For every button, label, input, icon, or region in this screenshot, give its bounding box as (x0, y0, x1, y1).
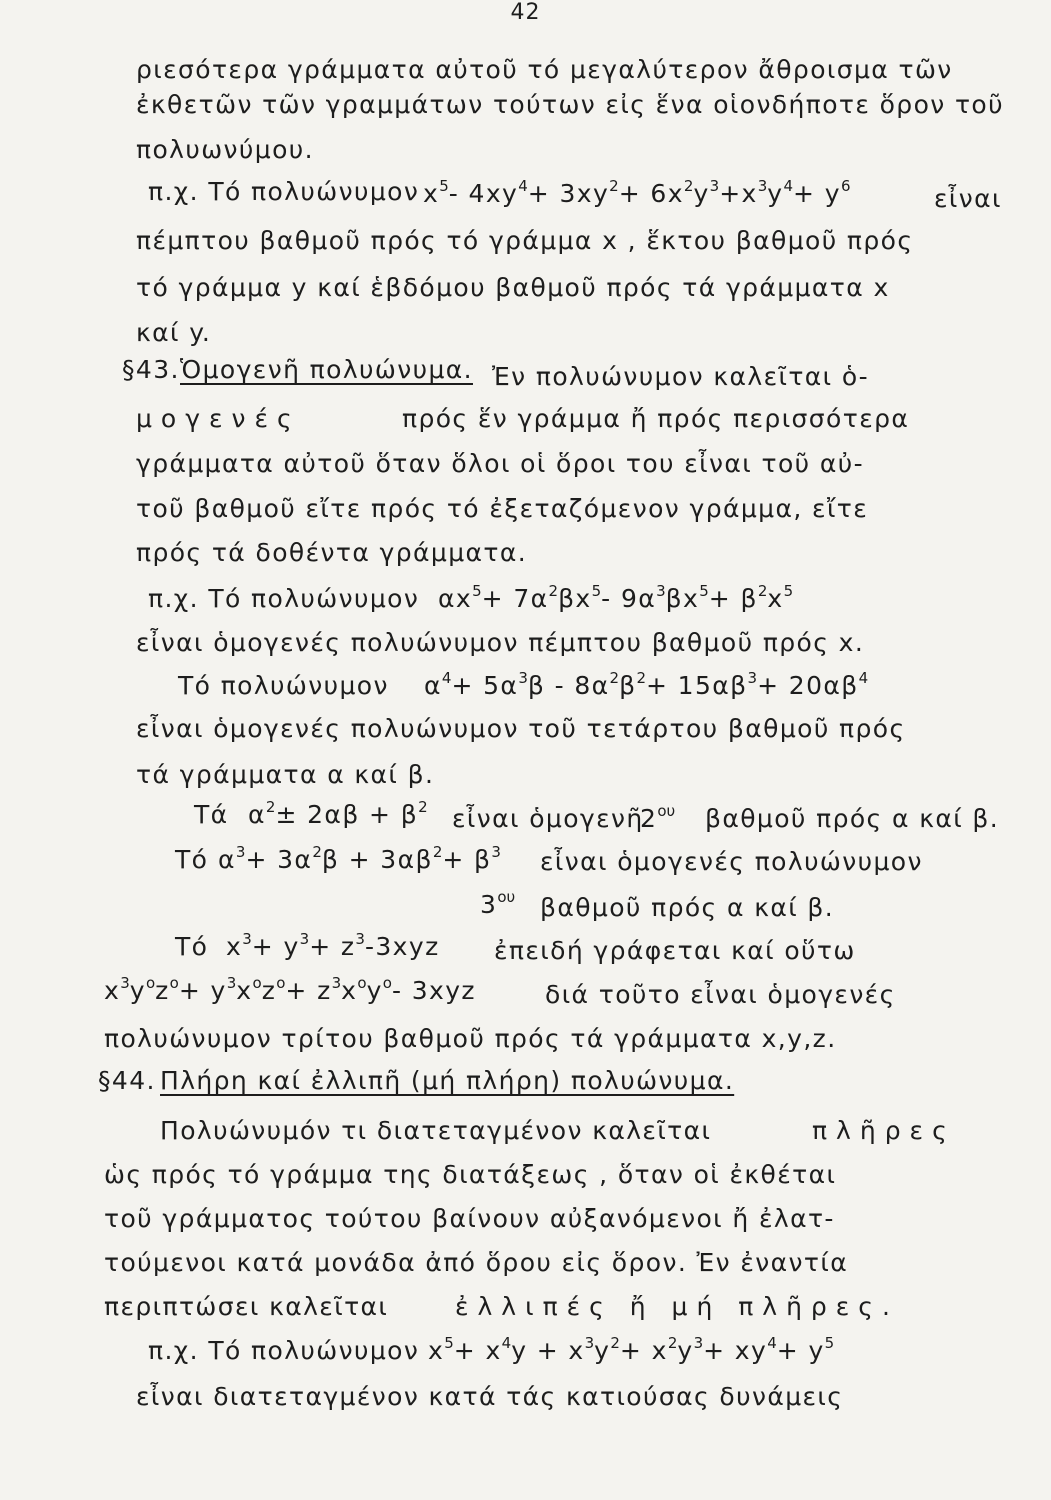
text-line: διά τοῦτο εἶναι ὁμογενές (545, 980, 896, 1009)
formula-exponent: 3 (355, 930, 365, 948)
formula (226, 932, 440, 962)
formula-term: y (677, 1336, 694, 1365)
spaced-term: ἐλλιπές ἤ μή πλῆρες. (455, 1292, 899, 1321)
formula-term: +x (719, 179, 758, 208)
formula-exponent: 3 (584, 1334, 595, 1352)
ordinal (640, 804, 675, 834)
formula (424, 671, 868, 701)
formula-exponent: 3 (518, 669, 528, 687)
formula-term: + 20αβ (757, 671, 859, 700)
text-line: εἶναι διατεταγμένον κατά τάς κατιούσας δυνάμεις (136, 1382, 844, 1411)
text-line: Τό (175, 932, 209, 961)
formula-term: β (619, 671, 637, 700)
section-heading: Ὁμογενῆ πολυώνυμα. (180, 355, 473, 384)
formula-exponent: 3 (693, 1334, 704, 1352)
text-line: καί y. (136, 318, 212, 347)
text-line: τό γράμμα y καί ἑβδόμου βαθμοῦ πρός τά γράμματα x (136, 273, 890, 302)
formula-term: α (218, 845, 236, 874)
formula-term: x (104, 976, 121, 1005)
formula-term: + y (776, 1336, 825, 1365)
formula-term: + 3α (245, 845, 313, 874)
formula-exponent: o (276, 974, 286, 992)
formula-term: α (424, 671, 442, 700)
text-line: ὡς πρός τό γράμμα της διατάξεως , ὅταν οἱ ἐκθέται (104, 1160, 837, 1189)
formula-exponent: 2 (609, 669, 620, 687)
formula-term: + z (309, 932, 356, 961)
formula-term: x (428, 1336, 445, 1365)
formula-term: + 7α (481, 584, 549, 613)
formula-term: - 4xy (448, 179, 519, 208)
formula-exponent: 3 (299, 930, 310, 948)
formula-exponent: 4 (767, 1334, 777, 1352)
formula-exponent: 3 (226, 974, 237, 992)
text-line: πέμπτου βαθμοῦ πρός τό γράμμα x , ἕκτου βαθμοῦ πρός (136, 226, 914, 255)
formula-exponent: 4 (858, 669, 869, 687)
formula-exponent: 3 (709, 177, 720, 195)
formula-term: + z (285, 976, 332, 1005)
formula-term: y + x (511, 1336, 585, 1365)
formula-exponent: 2 (683, 177, 694, 195)
text-line: Τά (194, 800, 229, 829)
formula-term: α (248, 800, 266, 829)
formula-term: - 9α (601, 584, 657, 613)
formula-exponent: 2 (757, 582, 768, 600)
ordinal (480, 890, 515, 920)
formula-term: + β (708, 584, 758, 613)
formula-term: + β (442, 845, 492, 874)
text-line: εἶναι ὁμογενές πολυώνυμον τοῦ τετάρτου βαθμοῦ πρός (136, 714, 906, 743)
text-line: τοῦ βαθμοῦ εἴτε πρός τό ἐξεταζόμενον γράμμα, εἴτε (136, 494, 869, 523)
formula-term: x (423, 179, 440, 208)
formula-term: y (693, 179, 710, 208)
formula-term: + x (619, 1336, 668, 1365)
formula-exponent: 5 (444, 1334, 454, 1352)
spaced-term: πλῆρες (812, 1116, 956, 1145)
text-line: εἶναι ὁμογενῆ (452, 804, 644, 833)
spaced-term: μογενές (136, 404, 301, 433)
formula-term: + 3xy (527, 179, 610, 208)
formula-term: + xy (703, 1336, 768, 1365)
formula (428, 1336, 834, 1366)
formula-term: y (366, 976, 383, 1005)
text-line: Πολυώνυμόν τι διατεταγμένον καλεῖται (160, 1116, 712, 1145)
section-heading: Πλήρη καί ἐλλιπῆ (μή πλήρη) πολυώνυμα. (160, 1066, 735, 1095)
formula-term: z (261, 976, 277, 1005)
formula (423, 179, 850, 209)
formula-term: + y (178, 976, 227, 1005)
formula-exponent: 5 (591, 582, 602, 600)
formula-term: x (767, 584, 784, 613)
text-line: γράμματα αὐτοῦ ὅταν ὅλοι οἱ ὅροι του εἶναι τοῦ αὐ- (136, 449, 865, 478)
text-line: Ἐν πολυώνυμον καλεῖται ὁ- (492, 362, 870, 391)
text-line: ριεσότερα γράμματα αὐτοῦ τό μεγαλύτερον ἄθροισμα τῶν (136, 55, 953, 84)
formula-term: βx (665, 584, 700, 613)
formula-exponent: 4 (518, 177, 528, 195)
formula-term: y (594, 1336, 611, 1365)
formula-exponent: 3 (656, 582, 666, 600)
formula-term: βx (558, 584, 592, 613)
formula (218, 845, 501, 875)
formula-term: + y (793, 179, 841, 208)
formula-exponent: 2 (265, 798, 276, 816)
formula-exponent: 2 (548, 582, 559, 600)
text-line: πολυώνυμον τρίτου βαθμοῦ πρός τά γράμματα x,y,z. (104, 1024, 837, 1053)
formula-term: + x (453, 1336, 502, 1365)
formula (248, 800, 428, 830)
formula-term: 2 (640, 804, 658, 833)
formula-exponent: 5 (699, 582, 709, 600)
formula-exponent: 3 (235, 843, 246, 861)
formula-exponent: 5 (783, 582, 794, 600)
formula-term: 3 (480, 890, 498, 919)
formula-exponent: o (382, 974, 392, 992)
text-line: πολυωνύμου. (136, 135, 314, 164)
formula-term: ± 2αβ + β (275, 800, 419, 829)
formula-exponent: ου (497, 888, 516, 906)
text-line: περιπτώσει καλεῖται (104, 1292, 389, 1321)
text-line: πρός ἕν γράμμα ἤ πρός περισσότερα (402, 404, 910, 433)
text-line: Τό πολυώνυμον (178, 671, 389, 700)
formula-term: x (236, 976, 253, 1005)
text-line: π.χ. Τό πολυώνυμον (148, 584, 420, 613)
text-line: π.χ. Τό πολυώνυμον (148, 177, 420, 206)
text-line: πρός τά δοθέντα γράμματα. (136, 538, 528, 567)
text-line: εἶναι ὁμογενές πολυώνυμον πέμπτου βαθμοῦ πρός x. (136, 628, 865, 657)
text-line: ἐπειδή γράφεται καί οὕτω (494, 936, 856, 965)
formula-exponent: 4 (441, 669, 452, 687)
formula-exponent: ου (657, 802, 676, 820)
formula-term: β - 8α (527, 671, 610, 700)
formula-exponent: 2 (418, 798, 428, 816)
formula-exponent: 4 (501, 1334, 512, 1352)
text-line: τοῦ γράμματος τούτου βαίνουν αὐξανόμενοι ἤ ἐλατ- (104, 1204, 835, 1233)
formula-term: - 3xyz (391, 976, 476, 1005)
formula-exponent: 5 (439, 177, 449, 195)
text-line: εἶναι (934, 184, 1002, 213)
formula-term: αx (438, 584, 473, 613)
formula-exponent: 2 (609, 177, 619, 195)
formula-exponent: 2 (667, 1334, 678, 1352)
formula-term: z (155, 976, 170, 1005)
formula-term: x (226, 932, 243, 961)
formula-exponent: 5 (824, 1334, 835, 1352)
section-number: §44. (98, 1066, 156, 1095)
formula-exponent: o (357, 974, 367, 992)
section-number: §43. (122, 355, 180, 384)
formula-term: β + 3αβ (321, 845, 433, 874)
formula-exponent: 3 (120, 974, 130, 992)
formula (438, 584, 793, 614)
formula-exponent: 2 (610, 1334, 620, 1352)
text-line: τούμενοι κατά μονάδα ἀπό ὅρου εἰς ὅρον. Ἐν ἐναντία (104, 1248, 849, 1277)
formula-exponent: o (145, 974, 156, 992)
page-number: 42 (510, 0, 541, 25)
formula-exponent: 3 (747, 669, 758, 687)
text-line: βαθμοῦ πρός α καί β. (705, 804, 1000, 833)
formula-exponent: 3 (242, 930, 252, 948)
formula-term: + 15αβ (645, 671, 748, 700)
text-line: π.χ. Τό πολυώνυμον (148, 1336, 420, 1365)
formula-exponent: 3 (757, 177, 768, 195)
formula-exponent: 4 (783, 177, 794, 195)
text-line: εἶναι ὁμογενές πολυώνυμον (540, 847, 923, 876)
formula-term: + y (251, 932, 300, 961)
text-line: ἐκθετῶν τῶν γραμμάτων τούτων εἰς ἕνα οἱονδήποτε ὅρον τοῦ (136, 90, 1004, 119)
formula (104, 976, 476, 1006)
formula-exponent: 5 (472, 582, 482, 600)
formula-exponent: 2 (312, 843, 322, 861)
text-line: τά γράμματα α καί β. (136, 760, 435, 789)
formula-exponent: 2 (636, 669, 646, 687)
formula-exponent: 6 (840, 177, 851, 195)
formula-term: -3xyz (364, 932, 440, 961)
formula-term: x (341, 976, 358, 1005)
formula-exponent: 2 (432, 843, 443, 861)
text-line: βαθμοῦ πρός α καί β. (540, 893, 835, 922)
formula-exponent: o (169, 974, 179, 992)
formula-exponent: 3 (331, 974, 342, 992)
text-line: Τό (175, 845, 209, 874)
formula-term: + 5α (451, 671, 519, 700)
formula-term: + 6x (618, 179, 684, 208)
formula-term: y (129, 976, 146, 1005)
formula-term: y (767, 179, 784, 208)
formula-exponent: 3 (491, 843, 501, 861)
formula-exponent: o (252, 974, 262, 992)
